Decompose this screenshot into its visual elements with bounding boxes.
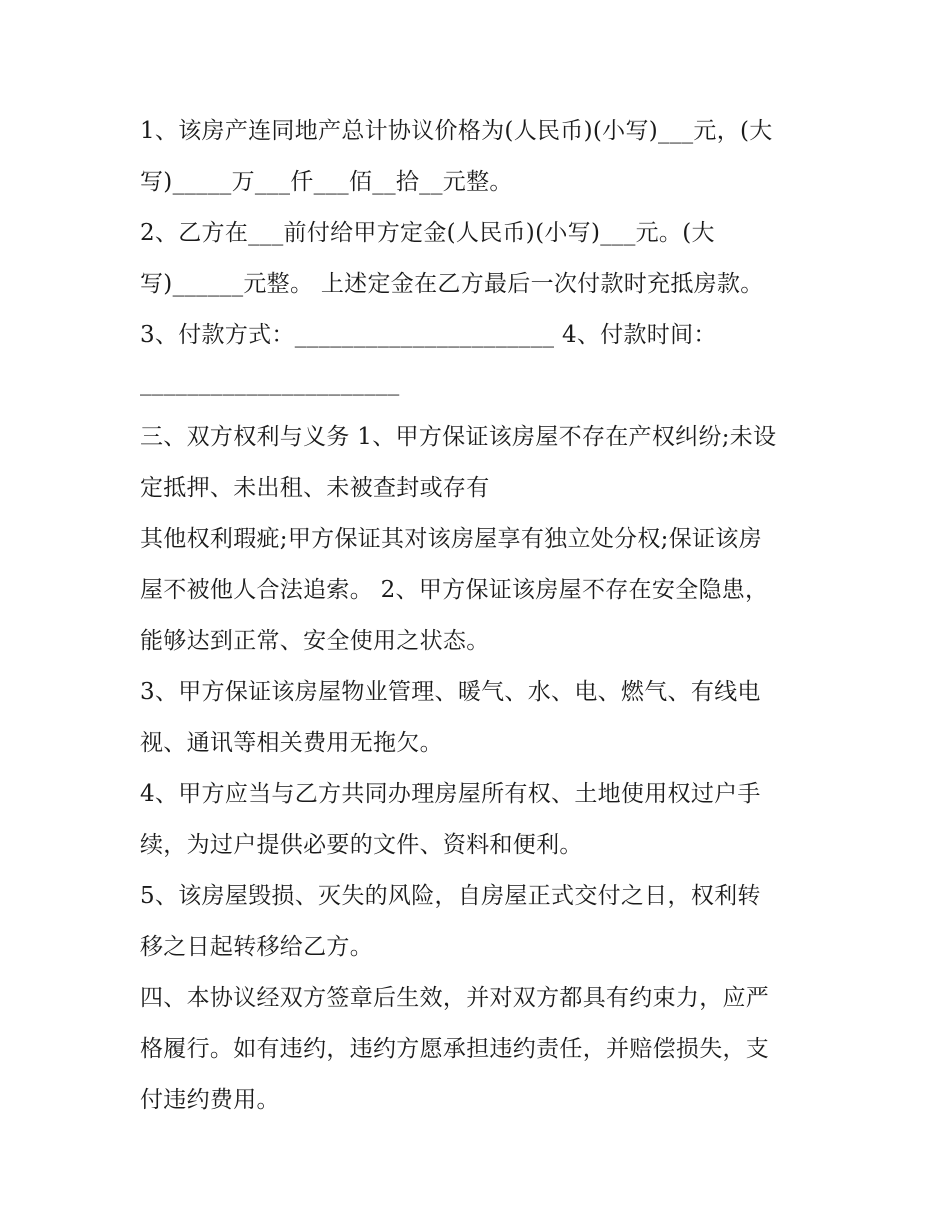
text-line: 3、甲方保证该房屋物业管理、暖气、水、电、燃气、有线电 [140, 679, 761, 705]
text-line: 续，为过户提供必要的文件、资料和便利。 [140, 832, 583, 858]
text-line: 1、该房产连同地产总计协议价格为(人民币)(小写)___元，(大 [140, 118, 773, 144]
text-line: ______________________ [140, 370, 400, 396]
text-line: 移之日起转移给乙方。 [140, 934, 373, 960]
text-line: 写)_____万___仟___佰__拾__元整。 [140, 169, 513, 195]
text-line: 四、本协议经双方签章后生效，并对双方都具有约束力，应严 [140, 985, 770, 1011]
text-line: 3、付款方式：______________________ 4、付款时间： [140, 322, 717, 348]
text-line: 屋不被他人合法追索。 2、甲方保证该房屋不存在安全隐患， [140, 577, 769, 603]
text-line: 2、乙方在___前付给甲方定金(人民币)(小写)___元。(大 [140, 220, 715, 246]
text-line: 写)______元整。 上述定金在乙方最后一次付款时充抵房款。 [140, 271, 764, 297]
text-line: 三、双方权利与义务 1、甲方保证该房屋不存在产权纠纷;未设 [140, 424, 777, 450]
text-line: 4、甲方应当与乙方共同办理房屋所有权、土地使用权过户手 [140, 781, 761, 807]
text-line: 定抵押、未出租、未被查封或存有 [140, 475, 490, 501]
text-line: 其他权利瑕疵;甲方保证其对该房屋享有独立处分权;保证该房 [140, 526, 762, 552]
text-line: 付违约费用。 [140, 1087, 280, 1113]
text-line: 5、该房屋毁损、灭失的风险，自房屋正式交付之日，权利转 [140, 883, 761, 909]
text-line: 视、通讯等相关费用无拖欠。 [140, 730, 443, 756]
text-line: 格履行。如有违约，违约方愿承担违约责任，并赔偿损失，支 [140, 1036, 770, 1062]
text-line: 能够达到正常、安全使用之状态。 [140, 628, 490, 654]
